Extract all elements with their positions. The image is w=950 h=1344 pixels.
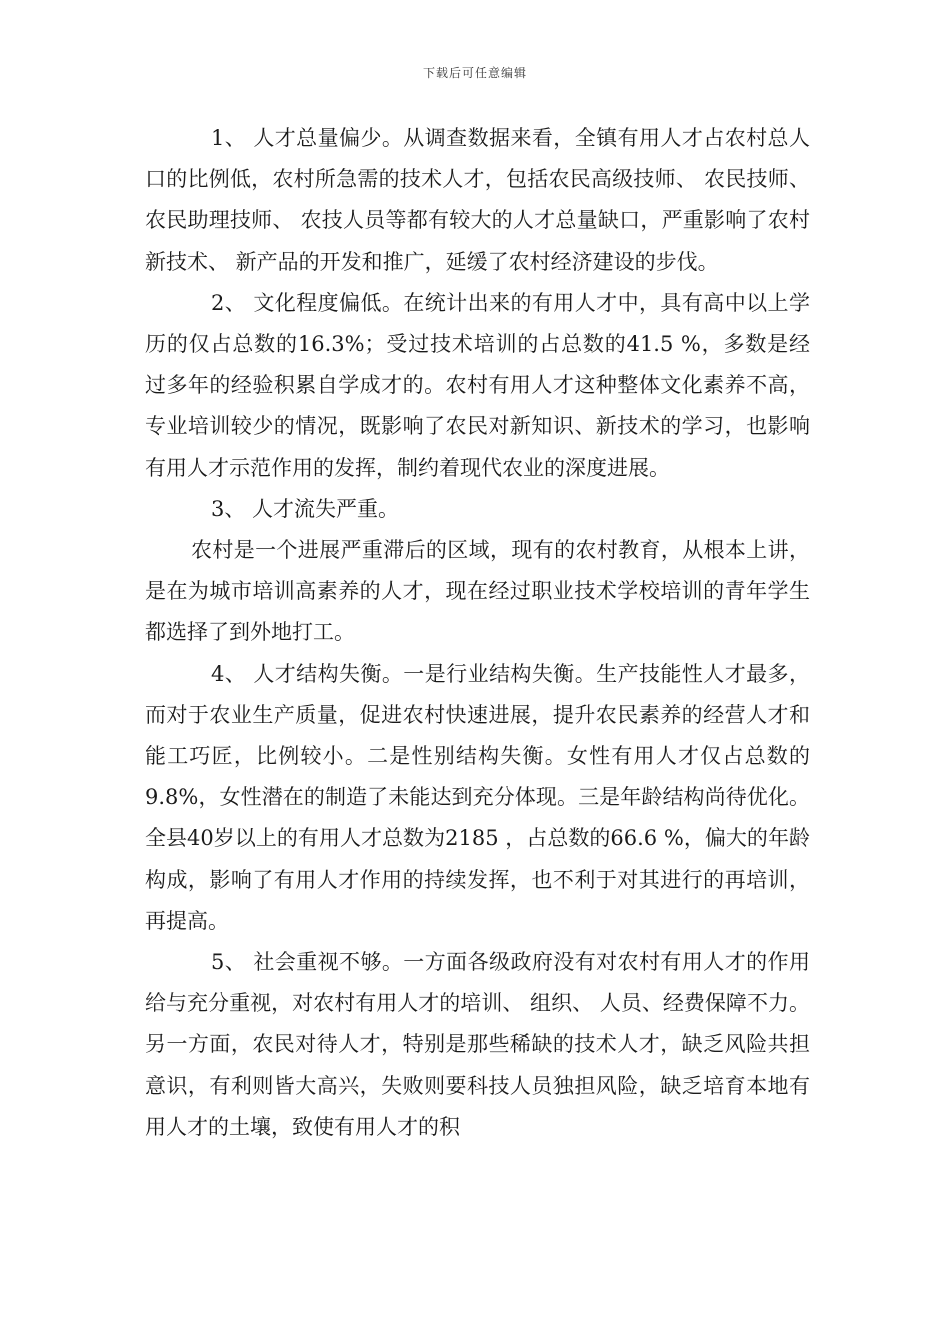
- paragraph-insufficient-attention: 5、 社会重视不够。一方面各级政府没有对农村有用人才的作用给与充分重视，对农村有用人才的培训、 组织、 人员、经费保障不力。另一方面，农民对待人才，特别是那些稀缺的技术人才，缺乏风险共担意识，有利则皆大高兴，失败则要科技人员独担风险，缺乏培育本地有用人才的土壤，致使有用人才的积: [145, 950, 810, 1139]
- paragraph-low-education: 2、 文化程度偏低。在统计出来的有用人才中，具有高中以上学历的仅占总数的16.3%；受过技术培训的占总数的41.5 %，多数是经过多年的经验积累自学成才的。农村有用人才这种整体文化素养不高，专业培训较少的情况，既影响了农民对新知识、新技术的学习，也影响有用人才示范作用的发挥，制约着现代农业的深度进展。: [145, 290, 810, 480]
- paragraph-structure-imbalance: 4、 人才结构失衡。一是行业结构失衡。生产技能性人才最多，而对于农业生产质量，促进农村快速进展，提升农民素养的经营人才和能工巧匠，比例较小。二是性别结构失衡。女性有用人才仅占总数的9.8%，女性潜在的制造了未能达到充分体现。三是年龄结构尚待优化。全县40岁以上的有用人才总数为2185 ，占总数的66.6 %，偏大的年龄构成，影响了有用人才作用的持续发挥，也不利于对其进行的再培训，再提高。: [145, 661, 810, 933]
- page-header: 下载后可任意编辑: [422, 66, 527, 80]
- paragraph-talent-loss: 农村是一个进展严重滞后的区域，现有的农村教育，从根本上讲，是在为城市培训高素养的人才，现在经过职业技术学校培训的青年学生都选择了到外地打工。: [145, 538, 810, 645]
- paragraph-talent-shortage: 1、 人才总量偏少。从调查数据来看，全镇有用人才占农村总人口的比例低，农村所急需的技术人才，包括农民高级技师、 农民技师、 农民助理技师、 农技人员等都有较大的人才总量缺口，严重影响了农村新技术、 新产品的开发和推广，延缓了农村经济建设的步伐。: [145, 126, 810, 274]
- paragraph-talent-loss-heading: 3、 人才流失严重。: [211, 496, 400, 521]
- document-body: [145, 118, 810, 1148]
